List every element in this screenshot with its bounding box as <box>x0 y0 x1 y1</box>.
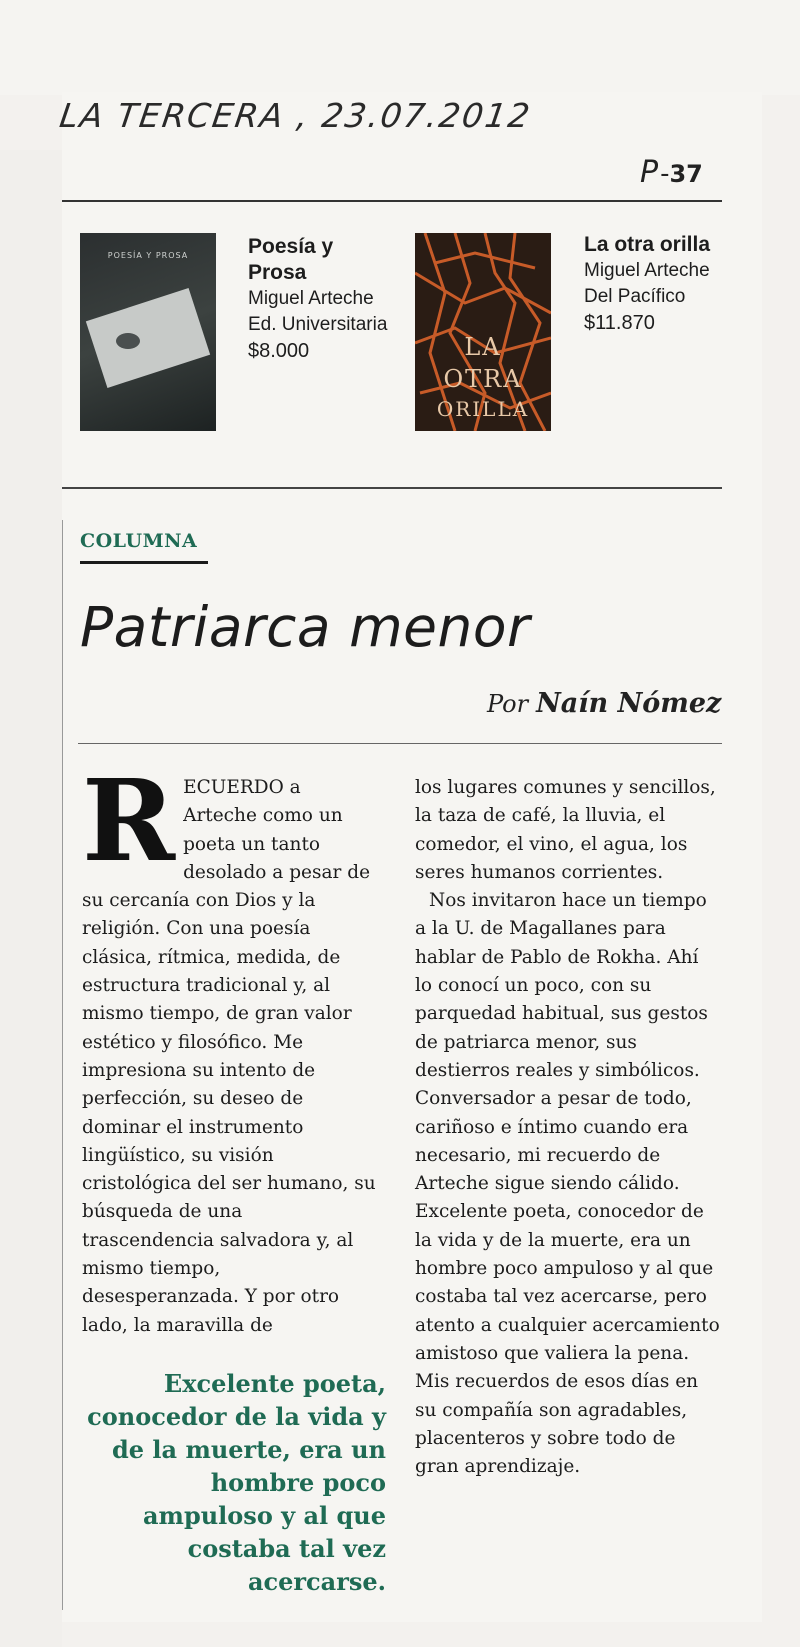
byline-rule <box>78 743 722 744</box>
paragraph: Nos invitaron hace un tiempo a la U. de Magallanes para hablar de Pablo de Rokha. Ahí lo conocí un poco, con su parquedad habitual, sus gestos de patriarca menor, sus destierros reales y simbólicos. Conversador a pesar de todo, cariñoso e íntimo cuando era necesario, mi recuerdo de Arteche sigue siendo cálido. Excelente poeta, conocedor de la vida y de la muerte, era un hombre poco ampuloso y al que costaba tal vez acercarse, pero atento a cualquier acercamiento amistoso que valiera la pena. Mis recuerdos de esos días en su compañía son agradables, placenteros y sobre todo de gran aprendizaje. <box>415 890 720 1478</box>
lead-word: ECUERDO <box>183 777 284 798</box>
paragraph: los lugares comunes y sencillos, la taza de café, la lluvia, el comedor, el vino, el agua, los seres humanos corrientes. <box>415 777 716 883</box>
book-title: La otra orilla <box>584 233 711 256</box>
scan-top-margin <box>0 0 800 95</box>
book-publisher: Ed. Universitaria <box>248 314 388 335</box>
cover-caption: POESÍA Y PROSA <box>107 251 189 260</box>
section-kicker: COLUMNA <box>80 530 198 552</box>
book-author: Miguel Arteche <box>248 288 374 309</box>
cover-title-line: OTRA <box>443 365 523 393</box>
book-info-1 <box>248 234 388 364</box>
scan-left-margin <box>0 150 62 1647</box>
page-number: 37 <box>669 160 703 188</box>
byline-prefix: Por <box>487 690 529 718</box>
book-price: $8.000 <box>248 340 310 362</box>
column-border <box>62 520 63 1610</box>
article-column-1 <box>82 756 376 1340</box>
byline-author: Naín Nómez <box>536 688 722 719</box>
book-cover-la-otra-orilla <box>415 233 551 431</box>
page-reference: P-37 <box>640 155 703 190</box>
book-author: Miguel Arteche <box>584 260 710 281</box>
byline <box>487 688 721 719</box>
page-prefix: P <box>640 155 659 190</box>
book-publisher: Del Pacífico <box>584 286 686 307</box>
book-title: Poesía y Prosa <box>248 235 334 284</box>
article-column-2 <box>415 774 720 1481</box>
book-info-2 <box>584 232 724 336</box>
drop-cap: R <box>82 756 176 887</box>
book-price: $11.870 <box>584 312 655 334</box>
article-headline: Patriarca menor <box>80 595 531 659</box>
kicker-underline <box>80 561 208 564</box>
cover-paper-image <box>86 288 210 388</box>
paragraph-text: a Arteche como un poeta un tanto desolado a pesar de su cercanía con Dios y la religión. Con una poesía clásica, rítmica, medida, de estructura tradicional y, al mismo tiempo, de gran valor estético y filosófico. Me impresiona su intento de perfección, su deseo de dominar el instrumento lingüístico, su visión cristológica del ser humano, su búsqueda de una trascendencia salvadora y, al mismo tiempo, desesperanzada. Y por otro lado, la maravilla de <box>82 777 376 1336</box>
top-rule <box>62 200 722 202</box>
cover-title-line: LA <box>464 333 502 361</box>
cover-title-line: ORILLA <box>436 397 530 421</box>
section-rule <box>62 487 722 489</box>
pull-quote: Excelente poeta, conocedor de la vida y de la muerte, era un hombre poco ampuloso y al que costaba tal vez acercarse. <box>87 1369 386 1596</box>
handwritten-source-note: LA TERCERA , 23.07.2012 <box>57 96 534 135</box>
cover-cup-image <box>116 333 140 349</box>
book-cover-poesia-y-prosa <box>80 233 216 431</box>
